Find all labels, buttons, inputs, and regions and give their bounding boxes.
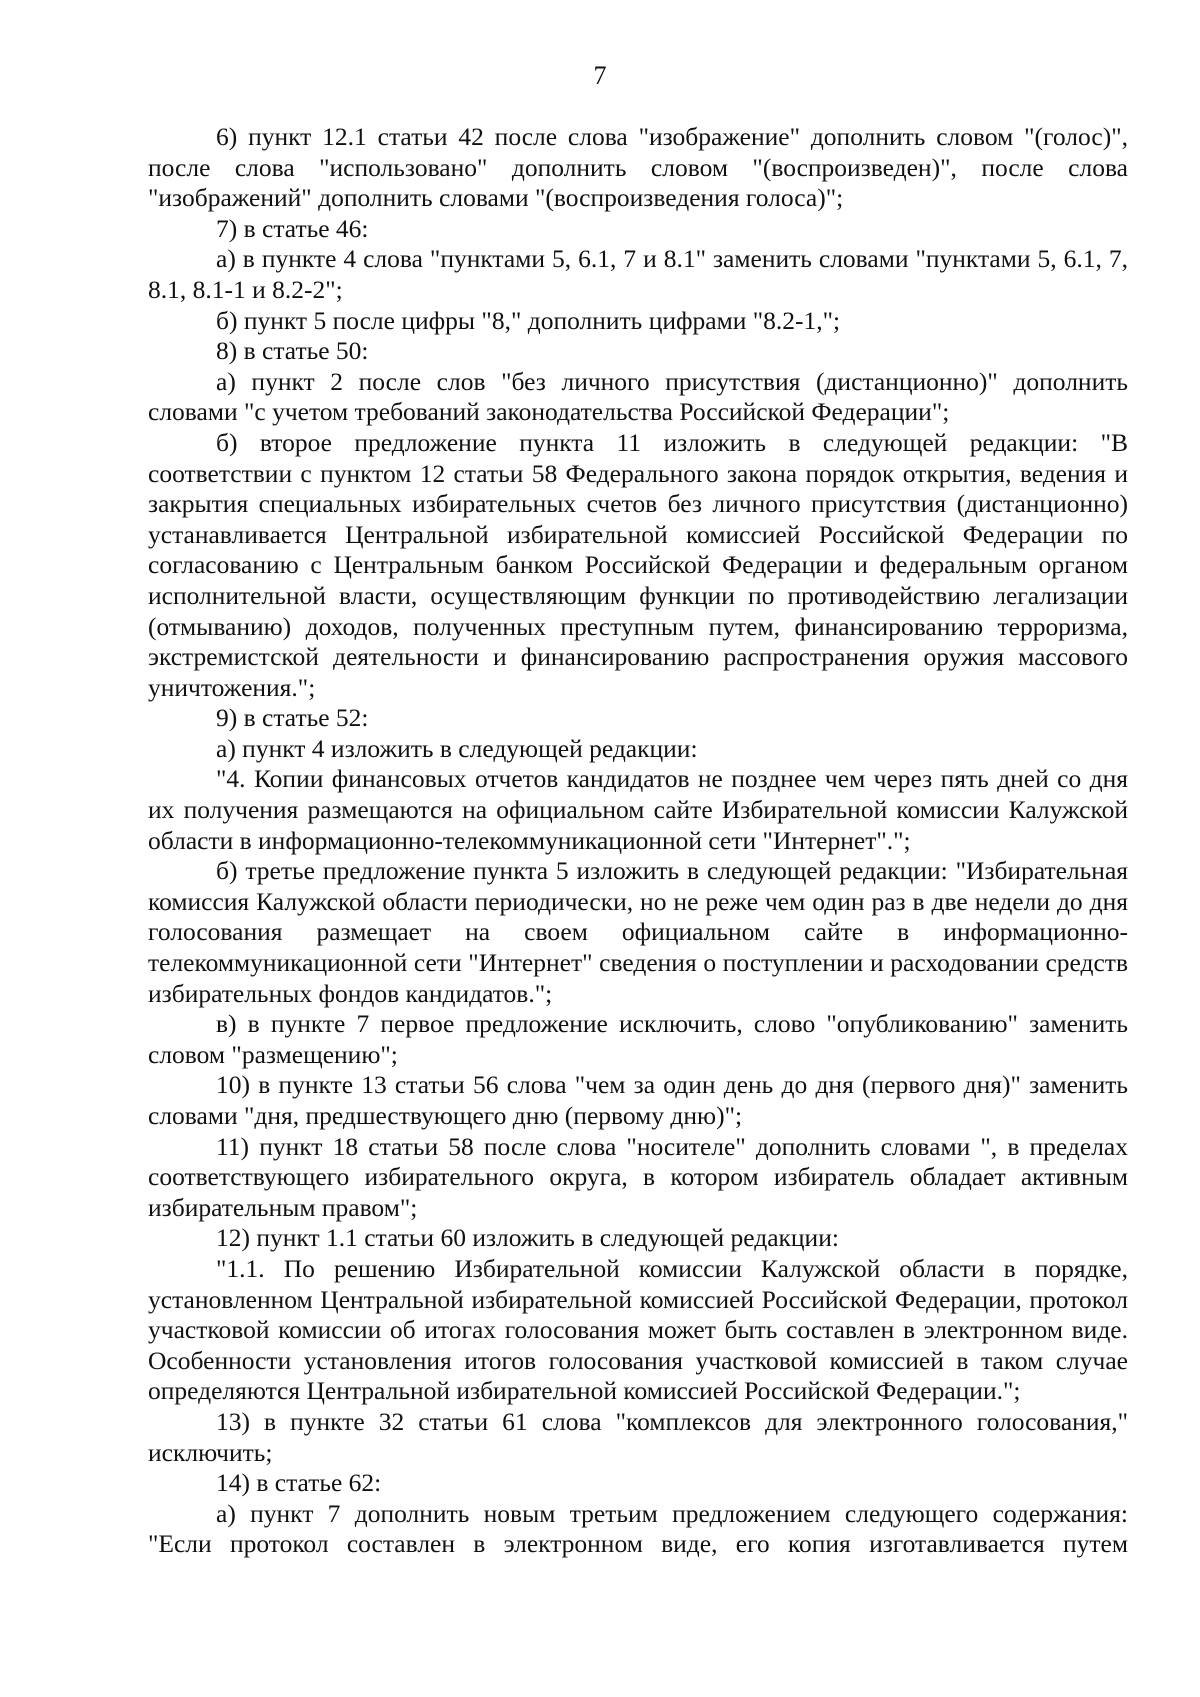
paragraph-9v: в) в пункте 7 первое предложение исключить, слово "опубликованию" заменить словом "размещению";: [148, 1009, 1128, 1069]
paragraph-8a: а) пункт 2 после слов "без личного присутствия (дистанционно)" дополнить словами "с учетом требований законодательства Российской Федерации";: [148, 366, 1128, 427]
paragraph-9b: б) третье предложение пункта 5 изложить в следующей редакции: "Избирательная комиссия Калужской области периодически, но не реже чем один раз в две недели до дня голосования размещает на своем официальном сайте в информационно-телекоммуникационной сети "Интернет" сведения о поступлении и расходовании средств избирательных фондов кандидатов.";: [148, 856, 1128, 1008]
paragraph-9a-text: "4. Копии финансовых отчетов кандидатов не позднее чем через пять дней со дня их получения размещаются на официальном сайте Избирательной комиссии Калужской области в информационно-телекоммуникационной сети "Интернет".";: [148, 764, 1128, 855]
paragraph-7b: б) пункт 5 после цифры "8," дополнить цифрами "8.2-1,";: [216, 305, 841, 335]
paragraph-14a: а) пункт 7 дополнить новым третьим предложением следующего содержания: "Если протокол составлен в электронном виде, его копия изготавливается путем: [148, 1498, 1128, 1559]
paragraph-13: 13) в пункте 32 статьи 61 слова "комплексов для электронного голосования," исключить;: [148, 1406, 1128, 1467]
page-number: 7: [593, 61, 607, 90]
document-body: [148, 122, 1128, 1560]
paragraph-9: 9) в статье 52:: [216, 703, 369, 733]
paragraph-14: 14) в статье 62:: [216, 1468, 382, 1498]
paragraph-7a: а) в пункте 4 слова "пунктами 5, 6.1, 7 и 8.1" заменить словами "пунктами 5, 6.1, 7, 8.1, 8.1-1 и 8.2-2";: [148, 244, 1128, 304]
paragraph-7: 7) в статье 46:: [216, 213, 369, 243]
paragraph-8b: б) второе предложение пункта 11 изложить в следующей редакции: "В соответствии с пунктом 12 статьи 58 Федерального закона порядок открытия, ведения и закрытия специальных избирательных счетов без личного присутствия (дистанционно) устанавливается Центральной избирательной комиссией Российской Федерации по согласованию с Центральным банком Российской Федерации и федеральным органом исполнительной власти, осуществляющим функции по противодействию легализации (отмыванию) доходов, полученных преступным путем, финансированию терроризма, экстремистской деятельности и финансированию распространения оружия массового уничтожения.";: [148, 427, 1128, 702]
paragraph-8: 8) в статье 50:: [216, 336, 369, 366]
paragraph-9a: а) пункт 4 изложить в следующей редакции:: [216, 733, 698, 763]
paragraph-10: 10) в пункте 13 статьи 56 слова "чем за один день до дня (первого дня)" заменить словами "дня, предшествующего дню (первому дню)";: [148, 1070, 1128, 1130]
paragraph-11: 11) пункт 18 статьи 58 после слова "носителе" дополнить словами ", в пределах соответствующего избирательного округа, в котором избиратель обладает активным избирательным правом";: [148, 1131, 1128, 1222]
paragraph-12-text: "1.1. По решению Избирательной комиссии Калужской области в порядке, установленном Центральной избирательной комиссией Российской Федерации, протокол участковой комиссии об итогах голосования может быть составлен в электронном виде. Особенности установления итогов голосования участковой комиссией в таком случае определяются Центральной избирательной комиссией Российской Федерации.";: [148, 1253, 1128, 1406]
paragraph-12: 12) пункт 1.1 статьи 60 изложить в следующей редакции:: [216, 1223, 839, 1253]
paragraph-6: 6) пункт 12.1 статьи 42 после слова "изображение" дополнить словом "(голос)", после слова "использовано" дополнить словом "(воспроизведен)", после слова "изображений" дополнить словами "(воспроизведения голоса)";: [148, 122, 1128, 213]
